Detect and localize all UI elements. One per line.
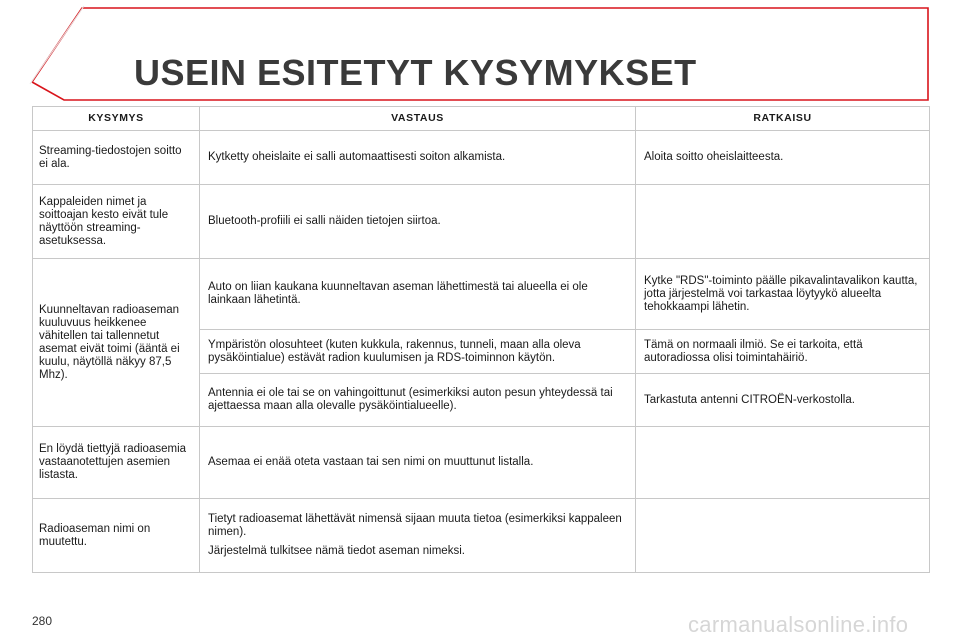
answer-paragraph: Tietyt radioasemat lähettävät nimensä sijaan muuta tietoa (esimerkiksi kappaleen nimen).	[208, 513, 622, 538]
solution-cell: Tarkastuta antenni CITROËN-verkostolla.	[636, 374, 930, 427]
answer-cell: Bluetooth-profiili ei salli näiden tietojen siirtoa.	[200, 185, 636, 259]
table-row	[33, 131, 930, 185]
answer-cell: Asemaa ei enää oteta vastaan tai sen nimi on muuttunut listalla.	[200, 427, 636, 499]
table-row	[33, 427, 930, 499]
solution-cell: Aloita soitto oheislaitteesta.	[636, 131, 930, 185]
question-cell: Radioaseman nimi on muutettu.	[33, 499, 200, 573]
faq-table	[32, 106, 930, 573]
solution-cell	[636, 185, 930, 259]
header-question: KYSYMYS	[33, 107, 200, 131]
question-cell: Kappaleiden nimet ja soittoajan kesto eivät tule näyttöön streaming-asetuksessa.	[33, 185, 200, 259]
page-title: USEIN ESITETYT KYSYMYKSET	[134, 52, 697, 93]
solution-cell	[636, 499, 930, 573]
question-cell: Kuunneltavan radioaseman kuuluvuus heikkenee vähitellen tai tallennetut asemat eivät toimi (ääntä ei kuulu, näytöllä näkyy 87,5 Mhz).	[33, 259, 200, 427]
table-row	[33, 499, 930, 573]
title-band	[0, 0, 960, 110]
answer-cell: Ympäristön olosuhteet (kuten kukkula, rakennus, tunneli, maan alla oleva pysäköintialue) estävät radion kuulumisen ja RDS-toiminnon käytön.	[200, 330, 636, 374]
answer-cell: Auto on liian kaukana kuunneltavan aseman lähettimestä tai alueella ei ole lainkaan lähetintä.	[200, 259, 636, 330]
table-header-row	[33, 107, 930, 131]
title-shadow-line	[30, 6, 84, 84]
answer-cell: Kytketty oheislaite ei salli automaattisesti soiton alkamista.	[200, 131, 636, 185]
page-number: 280	[32, 614, 53, 628]
header-answer: VASTAUS	[200, 107, 636, 131]
solution-cell	[636, 427, 930, 499]
question-cell: En löydä tiettyjä radioasemia vastaanotettujen asemien listasta.	[33, 427, 200, 499]
answer-cell: Antennia ei ole tai se on vahingoittunut (esimerkiksi auton pesun yhteydessä tai ajettaessa maan alla olevalle pysäköintialueelle).	[200, 374, 636, 427]
answer-cell	[200, 499, 636, 573]
table-row	[33, 259, 930, 330]
answer-paragraph: Järjestelmä tulkitsee nämä tiedot aseman nimeksi.	[208, 545, 465, 557]
header-solution: RATKAISU	[636, 107, 930, 131]
table-row	[33, 185, 930, 259]
watermark: carmanualsonline.info	[688, 612, 909, 637]
solution-cell: Kytke "RDS"-toiminto päälle pikavalintavalikon kautta, jotta järjestelmä voi tarkastaa löytyykö alueelta tehokkaampi lähetin.	[636, 259, 930, 330]
question-cell: Streaming-tiedostojen soitto ei ala.	[33, 131, 200, 185]
solution-cell: Tämä on normaali ilmiö. Se ei tarkoita, että autoradiossa olisi toimintahäiriö.	[636, 330, 930, 374]
